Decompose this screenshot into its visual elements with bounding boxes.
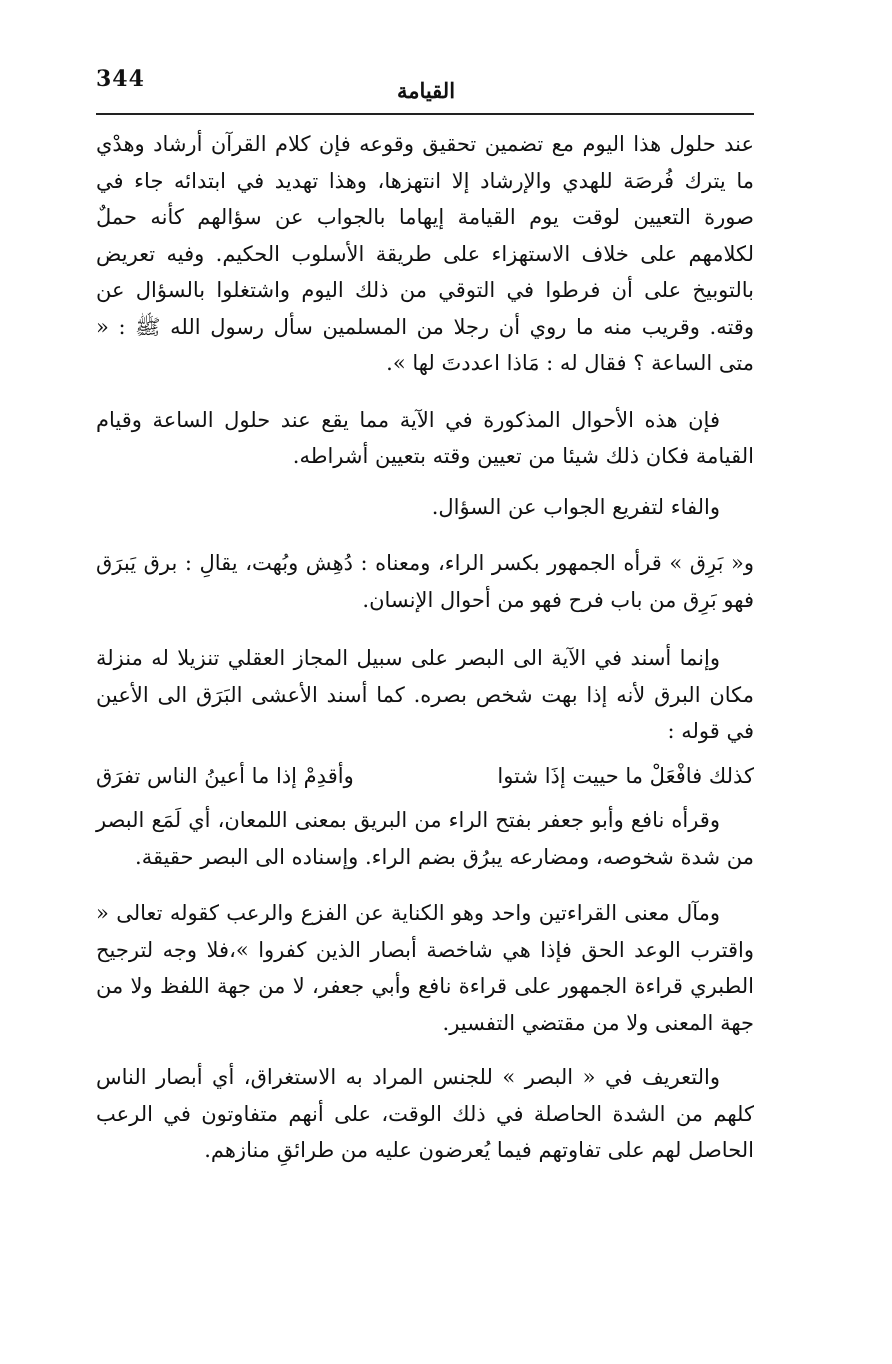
paragraph-4: و« بَرِق » قرأه الجمهور بكسر الراء، ومعناه : دُهِش وبُهت، يقالِ : برق يَبرَق فهو بَرِق من باب فرح فهو من أحوال الإنسان. (96, 551, 754, 612)
body-text (96, 126, 754, 1169)
paragraph-1: عند حلول هذا اليوم مع تضمين تحقيق وقوعه فإن كلام القرآن أرشاد وهدْي ما يترك فُرصَة للهدي والإرشاد إلا انتهزها، وهذا تهديد في ابتدائه جاء في صورة التعيين لوقت يوم القيامة إيهاما بالجواب عن سؤالهم كأنه حملٌ لكلامهم على خلاف الاستهزاء على طريقة الأسلوب الحكيم. وفيه تعريض بالتوبيخ على أن فرطوا في التوقي من ذلك اليوم واشتغلوا بالسؤال عن وقته. وقريب منه ما روي أن رجلا من المسلمين سأل رسول الله ﷺ : « متى الساعة ؟ فقال له : مَاذا اعددتَ لها ». (96, 132, 754, 375)
header-rule (96, 113, 754, 115)
page-number: 344 (96, 66, 145, 92)
paragraph-2: فإن هذه الأحوال المذكورة في الآية مما يقع عند حلول الساعة وقيام القيامة فكان ذلك شيئا من تعيين وقته بتعيين أشراطه. (96, 407, 754, 468)
paragraph-5: وإنما أسند في الآية الى البصر على سبيل المجاز العقلي تنزيلا له منزلة مكان البرق لأنه إذا بهت شخص بصره. كما أسند الأعشى البَرَق الى الأعين في قوله : (96, 646, 754, 743)
paragraph-6: وقرأه نافع وأبو جعفر بفتح الراء من البريق بمعنى اللمعان، أي لَمَع البصر من شدة شخوصه، ومضارعه يبرُق بضم الراء. وإسناده الى البصر حقيقة. (96, 808, 754, 869)
page-header (96, 60, 756, 108)
verse-second-hemistich: وأقدِمْ إذا ما أعينُ الناس تفرَق (96, 763, 354, 788)
poetry-verse (96, 758, 754, 795)
running-title: القيامة (396, 78, 456, 103)
paragraph-3: والفاء لتفريع الجواب عن السؤال. (431, 494, 720, 519)
verse-first-hemistich: كذلك فافْعَلْ ما حييت إذَا شتوا (497, 763, 754, 788)
paragraph-7: ومآل معنى القراءتين واحد وهو الكناية عن الفزع والرعب كقوله تعالى « واقترب الوعد الحق فإذا هي شاخصة أبصار الذين كفروا »،فلا وجه لترجيح الطبري قراءة الجمهور على قراءة نافع وأبي جعفر، لا من جهة اللفظ ولا من جهة المعنى ولا من مقتضي التفسير. (96, 901, 754, 1035)
paragraph-8: والتعريف في « البصر » للجنس المراد به الاستغراق، أي أبصار الناس كلهم من الشدة الحاصلة في ذلك الوقت، على أنهم متفاوتون في الرعب الحاصل لهم على تفاوتهم فيما يُعرضون عليه من طرائقِ منازهم. (96, 1065, 754, 1162)
